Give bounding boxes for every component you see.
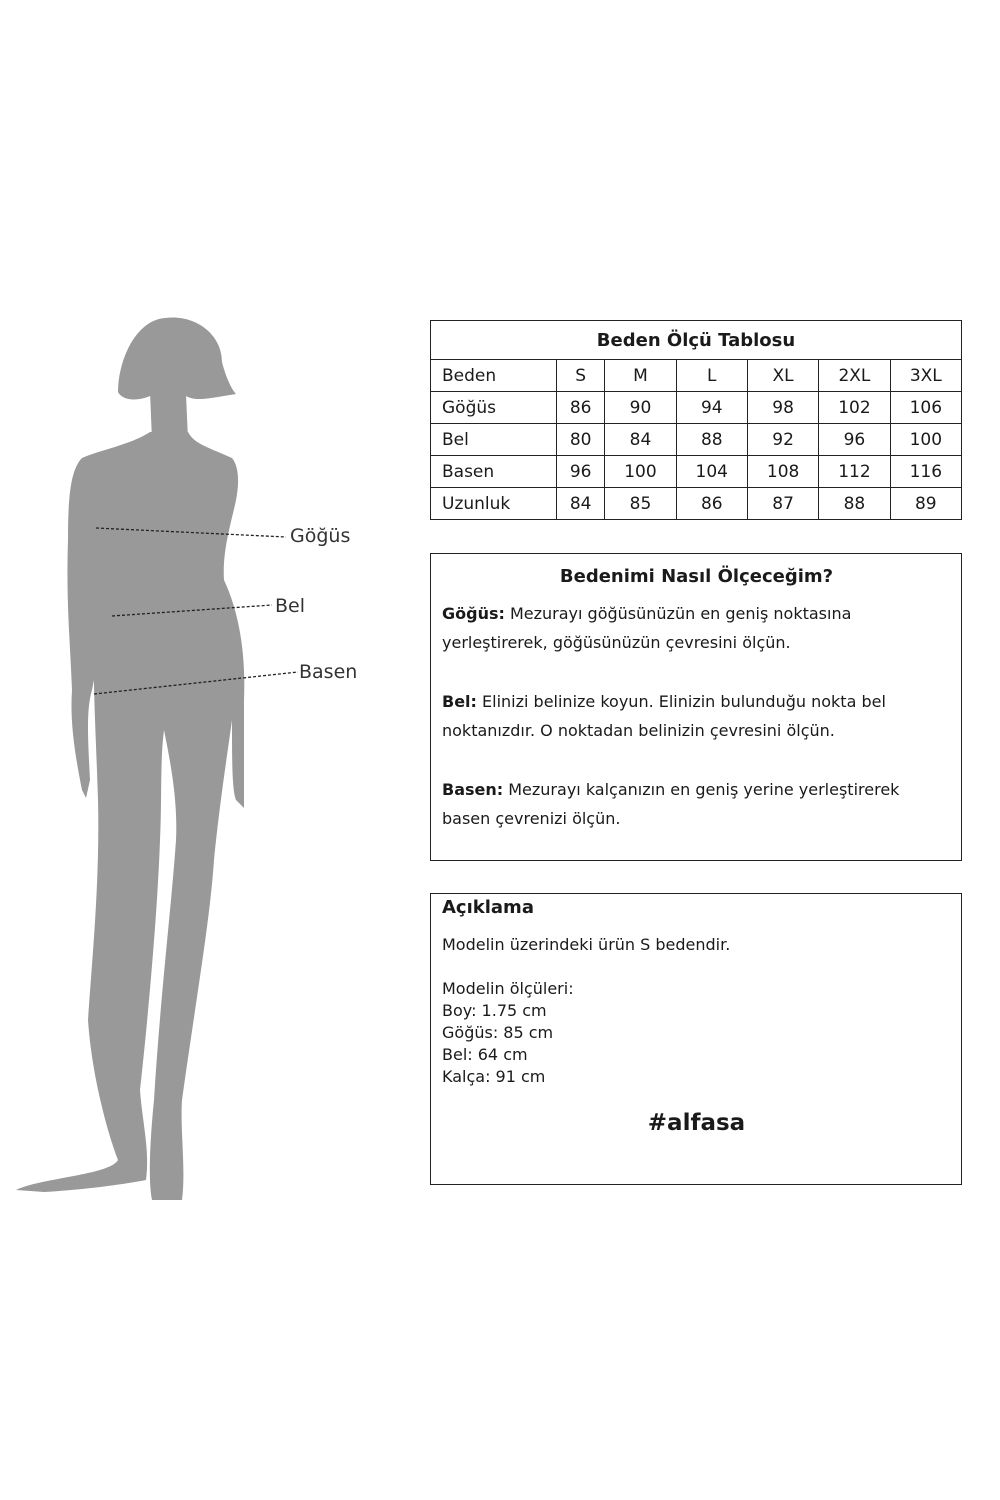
row-label: Uzunluk	[431, 488, 557, 520]
model-measures-title: Modelin ölçüleri:	[442, 979, 574, 998]
model-measure-height: Boy: 1.75 cm	[442, 1001, 547, 1020]
table-cell: 86	[676, 488, 747, 520]
hip-measure-line	[94, 672, 298, 694]
table-cell: 94	[676, 392, 747, 424]
table-cell: 98	[747, 392, 818, 424]
table-cell: 100	[890, 424, 961, 456]
model-measure-waist: Bel: 64 cm	[442, 1045, 528, 1064]
how-to-term: Basen:	[442, 780, 504, 799]
table-cell: 84	[605, 424, 676, 456]
table-row	[431, 488, 962, 520]
header-cell: S	[557, 360, 605, 392]
description-box	[430, 893, 962, 1185]
row-label: Basen	[431, 456, 557, 488]
table-cell: 108	[747, 456, 818, 488]
hip-label: Basen	[299, 661, 358, 683]
table-cell: 90	[605, 392, 676, 424]
table-cell: 112	[819, 456, 890, 488]
row-label: Bel	[431, 424, 557, 456]
how-to-text: Elinizi belinize koyun. Elinizin bulunduğu nokta bel noktanızdır. O noktadan belinizin çevresini ölçün.	[442, 692, 886, 740]
how-to-term: Göğüs:	[442, 604, 505, 623]
table-cell: 85	[605, 488, 676, 520]
header-cell: Beden	[431, 360, 557, 392]
row-label: Göğüs	[431, 392, 557, 424]
table-cell: 92	[747, 424, 818, 456]
table-row	[431, 424, 962, 456]
table-cell: 84	[557, 488, 605, 520]
model-size-note: Modelin üzerindeki ürün S bedendir.	[442, 935, 731, 954]
table-cell: 96	[557, 456, 605, 488]
table-row	[431, 392, 962, 424]
how-to-text: Mezurayı göğüsünüzün en geniş noktasına yerleştirerek, göğüsünüzün çevresini ölçün.	[442, 604, 852, 652]
size-table-title: Beden Ölçü Tablosu	[431, 321, 962, 360]
table-cell: 102	[819, 392, 890, 424]
brand-hashtag: #alfasa	[647, 1110, 746, 1136]
how-to-text: Mezurayı kalçanızın en geniş yerine yerleştirerek basen çevrenizi ölçün.	[442, 780, 900, 828]
waist-label: Bel	[275, 595, 306, 617]
table-cell: 104	[676, 456, 747, 488]
table-cell: 96	[819, 424, 890, 456]
body-figure	[0, 0, 420, 1500]
measure-lines	[0, 0, 420, 1500]
header-cell: M	[605, 360, 676, 392]
table-cell: 100	[605, 456, 676, 488]
table-cell: 88	[676, 424, 747, 456]
how-to-item-chest	[442, 599, 951, 657]
size-chart-table	[430, 320, 962, 520]
table-cell: 87	[747, 488, 818, 520]
how-to-title: Bedenimi Nasıl Ölçeceğim?	[559, 566, 834, 587]
header-cell: XL	[747, 360, 818, 392]
how-to-item-hip	[442, 775, 951, 833]
table-cell: 106	[890, 392, 961, 424]
table-cell: 88	[819, 488, 890, 520]
size-table-header-row	[431, 360, 962, 392]
chest-label: Göğüs	[290, 525, 351, 547]
how-to-measure-box	[430, 553, 962, 861]
model-measure-chest: Göğüs: 85 cm	[442, 1023, 554, 1042]
header-cell: 3XL	[890, 360, 961, 392]
how-to-term: Bel:	[442, 692, 477, 711]
header-cell: L	[676, 360, 747, 392]
model-measure-hip: Kalça: 91 cm	[442, 1067, 546, 1086]
chest-measure-line	[96, 528, 286, 537]
waist-measure-line	[112, 605, 272, 616]
description-title: Açıklama	[442, 897, 534, 918]
how-to-item-waist	[442, 687, 951, 745]
table-cell: 116	[890, 456, 961, 488]
table-cell: 86	[557, 392, 605, 424]
table-cell: 89	[890, 488, 961, 520]
header-cell: 2XL	[819, 360, 890, 392]
table-row	[431, 456, 962, 488]
table-cell: 80	[557, 424, 605, 456]
size-table-title-row	[431, 321, 962, 360]
